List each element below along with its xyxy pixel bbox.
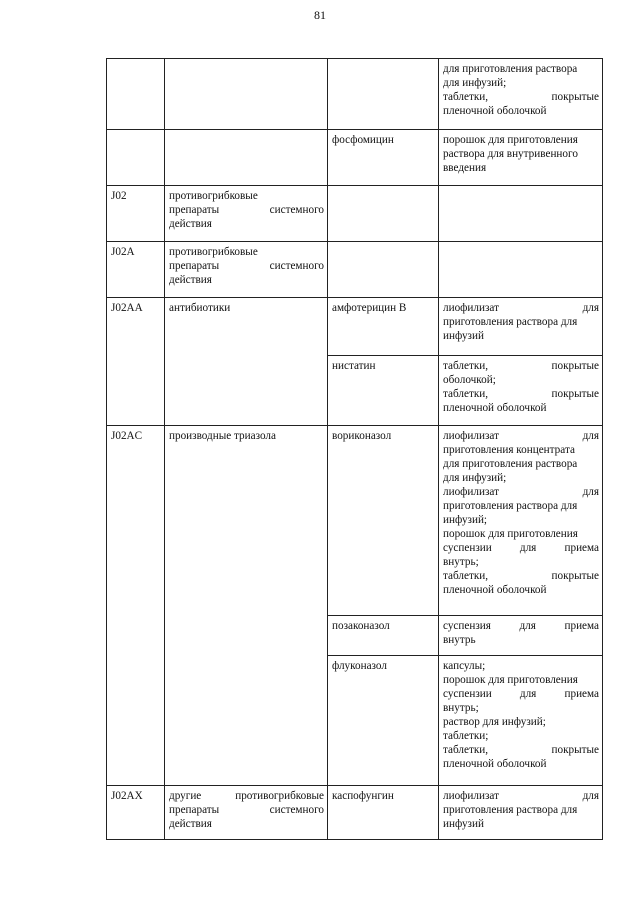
drug-cell — [328, 59, 439, 130]
forms-cell — [439, 242, 603, 298]
group-line: действия — [169, 218, 212, 230]
form-line: инфузий; — [443, 514, 488, 526]
form-line: капсулы; — [443, 660, 486, 672]
forms-cell — [439, 656, 603, 786]
forms-cell — [439, 356, 603, 426]
forms-cell — [439, 616, 603, 656]
forms-cell — [439, 186, 603, 242]
form-line: лиофилизат для — [443, 302, 599, 314]
form-line: приготовления раствора для — [443, 316, 578, 328]
form-line: суспензия для приема — [443, 620, 599, 632]
group-line: противогрибковые — [169, 246, 258, 258]
form-line: лиофилизат для — [443, 790, 599, 802]
form-line: суспензии для приема — [443, 688, 599, 700]
group-line: препараты системного — [169, 204, 324, 216]
group-line: производные триазола — [169, 430, 276, 442]
code-cell — [107, 59, 165, 130]
table-row — [107, 242, 603, 298]
form-line: лиофилизат для — [443, 486, 599, 498]
group-line: препараты системного — [169, 804, 324, 816]
form-line: для инфузий; — [443, 472, 507, 484]
form-line: внутрь — [443, 634, 476, 646]
form-line: пленочной оболочкой — [443, 584, 547, 596]
code-cell: J02AA — [107, 298, 165, 426]
table-row — [107, 130, 603, 186]
group-cell — [165, 186, 328, 242]
table-row — [107, 298, 603, 356]
drug-cell: позаконазол — [328, 616, 439, 656]
code-cell: J02AC — [107, 426, 165, 786]
form-line: приготовления раствора для — [443, 500, 578, 512]
form-line: оболочкой; — [443, 374, 496, 386]
code-cell: J02AX — [107, 786, 165, 840]
group-line: антибиотики — [169, 302, 231, 314]
form-line: внутрь; — [443, 702, 479, 714]
form-line: пленочной оболочкой — [443, 105, 547, 117]
form-line: таблетки, покрытые — [443, 744, 599, 756]
group-line: действия — [169, 274, 212, 286]
form-line: приготовления концентрата — [443, 444, 575, 456]
form-line: суспензии для приема — [443, 542, 599, 554]
form-line: введения — [443, 162, 487, 174]
group-cell — [165, 298, 328, 426]
group-line: другие противогрибковые — [169, 790, 324, 802]
drug-table — [106, 58, 603, 840]
table-row — [107, 186, 603, 242]
form-line: внутрь; — [443, 556, 479, 568]
code-cell: J02A — [107, 242, 165, 298]
form-line: таблетки, покрытые — [443, 388, 599, 400]
drug-cell — [328, 186, 439, 242]
forms-cell — [439, 59, 603, 130]
group-cell — [165, 242, 328, 298]
form-line: для приготовления раствора — [443, 63, 578, 75]
form-line: пленочной оболочкой — [443, 402, 547, 414]
group-cell — [165, 426, 328, 786]
form-line: таблетки; — [443, 730, 489, 742]
group-cell — [165, 59, 328, 130]
forms-cell — [439, 786, 603, 840]
table-row — [107, 786, 603, 840]
form-line: таблетки, покрытые — [443, 570, 599, 582]
form-line: инфузий — [443, 818, 484, 830]
group-line: противогрибковые — [169, 190, 258, 202]
form-line: таблетки, покрытые — [443, 360, 599, 372]
form-line: для инфузий; — [443, 77, 507, 89]
drug-cell — [328, 242, 439, 298]
group-cell — [165, 786, 328, 840]
form-line: порошок для приготовления — [443, 528, 578, 540]
form-line: пленочной оболочкой — [443, 758, 547, 770]
table-row — [107, 59, 603, 130]
group-cell — [165, 130, 328, 186]
code-cell — [107, 130, 165, 186]
group-line: действия — [169, 818, 212, 830]
form-line: для приготовления раствора — [443, 458, 578, 470]
form-line: инфузий — [443, 330, 484, 342]
drug-cell: флуконазол — [328, 656, 439, 786]
form-line: порошок для приготовления — [443, 134, 578, 146]
form-line: таблетки, покрытые — [443, 91, 599, 103]
forms-cell — [439, 298, 603, 356]
forms-cell — [439, 426, 603, 616]
form-line: лиофилизат для — [443, 430, 599, 442]
form-line: раствор для инфузий; — [443, 716, 546, 728]
drug-cell: нистатин — [328, 356, 439, 426]
form-line: приготовления раствора для — [443, 804, 578, 816]
forms-cell — [439, 130, 603, 186]
form-line: раствора для внутривенного — [443, 148, 578, 160]
drug-cell: фосфомицин — [328, 130, 439, 186]
form-line: порошок для приготовления — [443, 674, 578, 686]
drug-cell: вориконазол — [328, 426, 439, 616]
group-line: препараты системного — [169, 260, 324, 272]
code-cell: J02 — [107, 186, 165, 242]
drug-cell: каспофунгин — [328, 786, 439, 840]
page-number: 81 — [314, 8, 326, 22]
table-row — [107, 426, 603, 616]
drug-cell: амфотерицин B — [328, 298, 439, 356]
